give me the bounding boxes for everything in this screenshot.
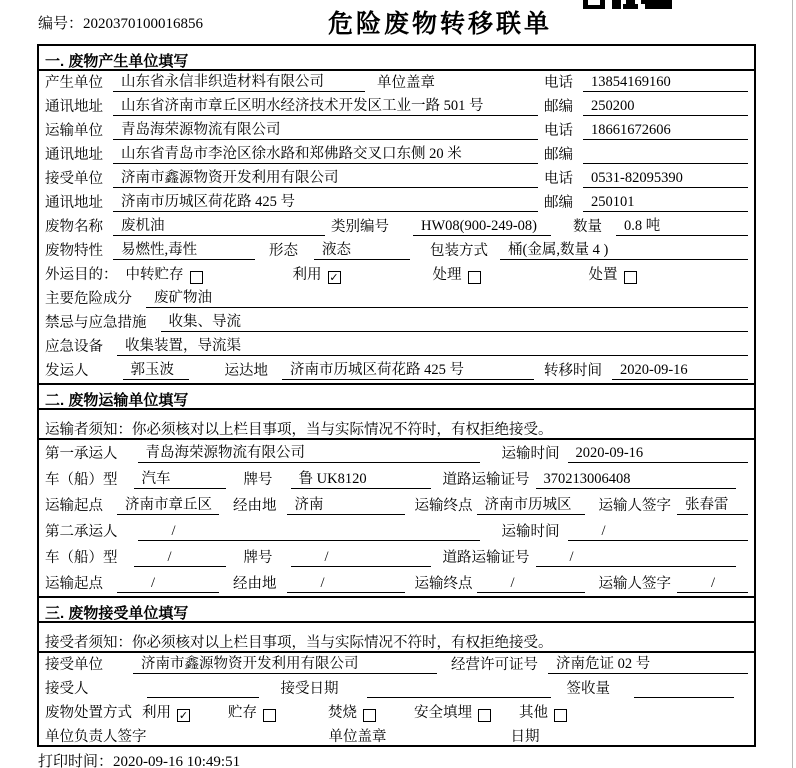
phone-label: 电话 — [544, 75, 573, 91]
row-recipient — [39, 677, 754, 701]
zip-label: 邮编 — [544, 99, 573, 115]
checkbox-dispose — [624, 271, 637, 284]
receiver-zip: 250101 — [583, 194, 748, 212]
phone-label: 电话 — [544, 171, 573, 187]
row-route1 — [39, 492, 754, 518]
packing-value: 桶(金属,数量 4 ) — [500, 238, 748, 260]
receiver-value: 济南市鑫源物资开发利用有限公司 — [113, 166, 538, 188]
receiver-phone: 0531-82095390 — [583, 170, 748, 188]
row-producer — [39, 71, 754, 95]
print-time-value: 2020-09-16 10:49:51 — [113, 754, 241, 768]
disposal-option-store: 贮存 — [228, 705, 257, 721]
row-producer-address — [39, 95, 754, 119]
category-value: HW08(900-249-08) — [413, 218, 551, 236]
receiver-address: 济南市历城区荷花路 425 号 — [113, 190, 538, 212]
transfer-time-label: 转移时间 — [544, 363, 602, 379]
road-permit-label: 道路运输证号 — [442, 472, 530, 488]
carrier1-value: 青岛海荣源物流有限公司 — [138, 441, 480, 463]
row-receiver — [39, 167, 754, 191]
carrier2-label: 第二承运人 — [45, 524, 118, 540]
equipment-label: 应急设备 — [45, 339, 103, 355]
producer-label: 产生单位 — [45, 75, 103, 91]
accept-date-value — [367, 681, 551, 698]
row-accept-unit — [39, 653, 754, 677]
row-vehicle1 — [39, 466, 754, 492]
shipper-value: 郭玉波 — [123, 358, 189, 380]
form-value: 液态 — [314, 238, 410, 260]
row-transporter-address — [39, 143, 754, 167]
zip-label: 邮编 — [544, 195, 573, 211]
row-waste-name — [39, 215, 754, 239]
address-label: 通讯地址 — [45, 195, 103, 211]
row-waste-character — [39, 239, 754, 263]
permit-value: 济南危证 02 号 — [548, 652, 748, 674]
row-manager-sign — [39, 725, 754, 747]
row-purpose — [39, 263, 754, 287]
form-label: 形态 — [269, 243, 298, 259]
origin-label: 运输起点 — [45, 498, 103, 514]
plate-label: 牌号 — [243, 472, 273, 488]
carrier-sign2-value: / — [677, 575, 748, 593]
vehicle-label: 车（船）型 — [45, 550, 118, 566]
unit-seal-label: 单位盖章 — [328, 729, 387, 745]
character-value: 易燃性,毒性 — [113, 238, 255, 260]
row-transporter — [39, 119, 754, 143]
page-edge-line — [792, 0, 793, 768]
receiver-label: 接受单位 — [45, 171, 103, 187]
checkbox-transfer-storage — [190, 271, 203, 284]
section3-header: 三. 废物接受单位填写 — [39, 596, 754, 623]
plate1-value: 鲁 UK8120 — [291, 467, 431, 489]
taboo-value: 收集、导流 — [161, 310, 749, 332]
checkbox-disposal-landfill — [478, 709, 491, 722]
shipper-label: 发运人 — [45, 363, 89, 379]
transfer-time-value: 2020-09-16 — [612, 362, 748, 380]
checkbox-disposal-utilize: ✓ — [178, 709, 189, 722]
vehicle-label: 车（船）型 — [45, 472, 118, 488]
transporter-label: 运输单位 — [45, 123, 103, 139]
manifest-form — [37, 44, 756, 747]
transport-time1-value: 2020-09-16 — [568, 445, 749, 463]
producer-phone: 13854169160 — [583, 74, 748, 92]
address-label: 通讯地址 — [45, 99, 103, 115]
accept-unit-label: 接受单位 — [45, 657, 103, 673]
origin1-value: 济南市章丘区 — [117, 493, 219, 515]
zip-label: 邮编 — [544, 147, 573, 163]
end2-value: / — [477, 575, 585, 593]
qr-finder-corner — [583, 0, 605, 9]
transporter-value: 青岛海荣源物流有限公司 — [113, 118, 538, 140]
row-shipper — [39, 359, 754, 383]
print-time-label: 打印时间： — [38, 754, 114, 768]
manager-sign-label: 单位负责人签字 — [45, 729, 147, 745]
carrier-sign-label: 运输人签字 — [598, 498, 671, 514]
checkbox-utilize: ✓ — [329, 271, 339, 284]
destination-label: 运达地 — [224, 363, 268, 379]
end-label: 运输终点 — [414, 498, 473, 514]
producer-address: 山东省济南市章丘区明水经济技术开发区工业一路 501 号 — [113, 94, 538, 116]
road-permit2-value: / — [536, 549, 737, 567]
purpose-option-transfer-storage: 中转贮存 — [125, 267, 184, 283]
signed-amount-value — [634, 681, 734, 698]
recipient-label: 接受人 — [45, 681, 89, 697]
road-permit-label: 道路运输证号 — [442, 550, 530, 566]
row-receiver-address — [39, 191, 754, 215]
checkbox-disposal-incinerate — [363, 709, 376, 722]
purpose-option-treat: 处理 — [432, 267, 462, 283]
row-vehicle2 — [39, 544, 754, 570]
via2-value: / — [287, 575, 405, 593]
serial-value: 2020370100016856 — [83, 16, 204, 32]
row-carrier2 — [39, 518, 754, 544]
producer-zip: 250200 — [583, 98, 748, 116]
category-label: 类别编号 — [331, 219, 389, 235]
waste-name-label: 废物名称 — [45, 219, 103, 235]
row-disposal — [39, 701, 754, 725]
accept-date-label: 接受日期 — [280, 681, 339, 697]
row-route2 — [39, 570, 754, 596]
transport-time-label: 运输时间 — [501, 446, 560, 462]
end-label: 运输终点 — [414, 576, 473, 592]
quantity-label: 数量 — [573, 219, 602, 235]
purpose-option-dispose: 处置 — [588, 267, 618, 283]
destination-value: 济南市历城区荷花路 425 号 — [282, 358, 534, 380]
hazard-label: 主要危险成分 — [45, 291, 132, 307]
packing-label: 包装方式 — [430, 243, 488, 259]
section2-header: 二. 废物运输单位填写 — [39, 383, 754, 410]
permit-label: 经营许可证号 — [451, 657, 538, 673]
via-label: 经由地 — [233, 576, 277, 592]
manager-sign-value — [203, 729, 315, 746]
transporter-phone: 18661672606 — [583, 122, 748, 140]
checkbox-disposal-other — [554, 709, 567, 722]
waste-name-value: 废机油 — [113, 214, 325, 236]
receiver-notice: 接受者须知：你必须核对以上栏目事项，当与实际情况不符时，有权拒绝接受。 — [39, 623, 754, 653]
sign-date-label: 日期 — [510, 729, 540, 745]
serial-label: 编号： — [38, 16, 84, 32]
transport-time2-value: / — [568, 523, 749, 541]
sign-date-value — [562, 729, 749, 746]
transport-time-label: 运输时间 — [501, 524, 560, 540]
vehicle2-value: / — [134, 549, 226, 567]
disposal-option-other: 其他 — [519, 705, 548, 721]
transporter-zip — [583, 147, 748, 164]
via-label: 经由地 — [233, 498, 277, 514]
disposal-option-utilize: 利用 — [142, 705, 171, 721]
accept-unit-value: 济南市鑫源物资开发利用有限公司 — [133, 652, 437, 674]
row-carrier1 — [39, 440, 754, 466]
transporter-notice: 运输者须知：你必须核对以上栏目事项，当与实际情况不符时，有权拒绝接受。 — [39, 410, 754, 440]
carrier1-label: 第一承运人 — [45, 446, 118, 462]
purpose-option-utilize: 利用 — [292, 267, 322, 283]
checkbox-treat — [468, 271, 481, 284]
producer-value: 山东省永信非织造材料有限公司 — [113, 70, 365, 92]
vehicle1-value: 汽车 — [134, 467, 226, 489]
quantity-value: 0.8 吨 — [616, 214, 748, 236]
section1-header: 一. 废物产生单位填写 — [39, 46, 754, 71]
origin2-value: / — [117, 575, 219, 593]
origin-label: 运输起点 — [45, 576, 103, 592]
signed-amount-label: 签收量 — [566, 681, 610, 697]
address-label: 通讯地址 — [45, 147, 103, 163]
character-label: 废物特性 — [45, 243, 103, 259]
serial-number — [38, 12, 203, 33]
row-equipment — [39, 335, 754, 359]
equipment-value: 收集装置，导流渠 — [117, 334, 748, 356]
print-time — [38, 750, 240, 768]
carrier2-value: / — [138, 523, 480, 541]
page-title: 危险废物转移联单 — [328, 10, 553, 38]
end1-value: 济南市历城区 — [477, 493, 585, 515]
seal-label: 单位盖章 — [377, 75, 435, 91]
disposal-label: 废物处置方式 — [45, 705, 132, 721]
plate2-value: / — [291, 549, 431, 567]
transporter-address: 山东省青岛市李沧区徐水路和郑佛路交叉口东侧 20 米 — [113, 142, 538, 164]
recipient-value — [147, 681, 259, 698]
carrier-sign-label: 运输人签字 — [598, 576, 671, 592]
row-hazard — [39, 287, 754, 311]
checkbox-disposal-store — [263, 709, 276, 722]
hazard-value: 废矿物油 — [146, 286, 748, 308]
row-taboo — [39, 311, 754, 335]
via1-value: 济南 — [287, 493, 405, 515]
phone-label: 电话 — [544, 123, 573, 139]
road-permit1-value: 370213006408 — [536, 471, 737, 489]
purpose-label: 外运目的： — [45, 267, 118, 283]
carrier-sign1-value: 张春雷 — [677, 493, 748, 515]
plate-label: 牌号 — [243, 550, 273, 566]
disposal-option-incinerate: 焚烧 — [328, 705, 357, 721]
disposal-option-landfill: 安全填埋 — [414, 705, 472, 721]
taboo-label: 禁忌与应急措施 — [45, 315, 147, 331]
